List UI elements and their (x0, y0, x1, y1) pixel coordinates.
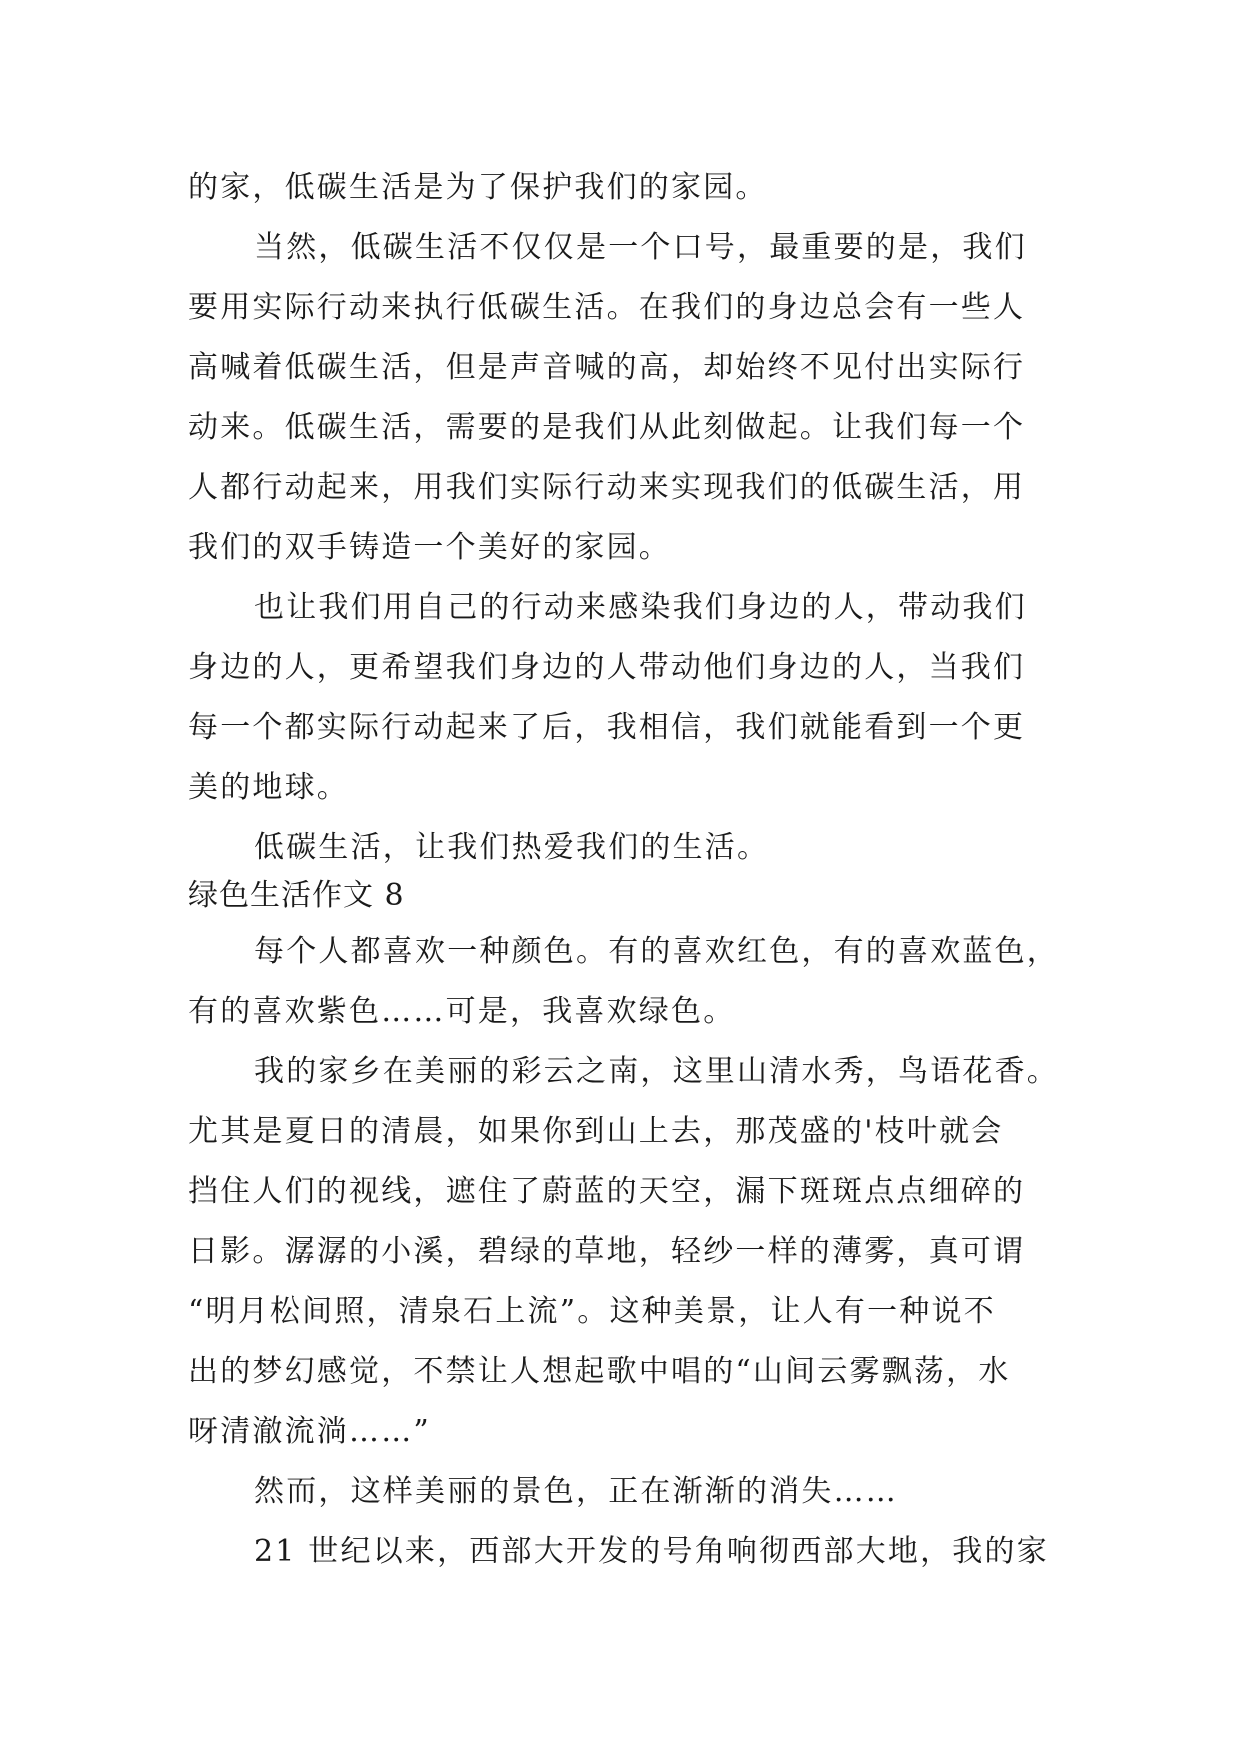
text-line: 低碳生活，让我们热爱我们的生活。 (254, 830, 770, 865)
text-line: 出的梦幻感觉，不禁让人想起歌中唱的“山间云雾飘荡，水 (188, 1354, 1011, 1389)
text-line: 高喊着低碳生活，但是声音喊的高，却始终不见付出实际行 (188, 350, 1026, 385)
text-line: 的家，低碳生活是为了保护我们的家园。 (188, 170, 768, 205)
text-line: 日影。潺潺的小溪，碧绿的草地，轻纱一样的薄雾，真可谓 (188, 1234, 1026, 1269)
text-line: 美的地球。 (188, 770, 349, 805)
text-line: 身边的人，更希望我们身边的人带动他们身边的人，当我们 (188, 650, 1026, 685)
paragraph (188, 218, 1056, 578)
text-line: 要用实际行动来执行低碳生活。在我们的身边总会有一些人 (188, 290, 1026, 325)
text-line: “明月松间照，清泉石上流”。这种美景，让人有一种说不 (188, 1294, 996, 1329)
section-heading: 绿色生活作文 8 (188, 878, 405, 913)
paragraph (188, 922, 1059, 1042)
paragraph (188, 818, 1056, 878)
text-line: 也让我们用自己的行动来感染我们身边的人，带动我们 (254, 590, 1027, 625)
text-line: 尤其是夏日的清晨，如果你到山上去，那茂盛的'枝叶就会 (188, 1114, 1004, 1149)
text-line: 挡住人们的视线，遮住了蔚蓝的天空，漏下斑斑点点细碎的 (188, 1174, 1026, 1209)
paragraph (188, 1522, 1056, 1582)
text-line: 然而，这样美丽的景色，正在渐渐的消失…… (254, 1474, 898, 1509)
text-line: 有的喜欢紫色……可是，我喜欢绿色。 (188, 994, 736, 1029)
paragraph (188, 158, 1056, 218)
paragraph (188, 578, 1056, 818)
text-line: 每一个都实际行动起来了后，我相信，我们就能看到一个更 (188, 710, 1026, 745)
text-line: 我们的双手铸造一个美好的家园。 (188, 530, 671, 565)
text-line: 每个人都喜欢一种颜色。有的喜欢红色，有的喜欢蓝色， (254, 934, 1059, 969)
text-line: 21 世纪以来，西部大开发的号角响彻西部大地，我的家 (254, 1534, 1049, 1569)
text-line: 我的家乡在美丽的彩云之南，这里山清水秀，鸟语花香。 (254, 1054, 1059, 1089)
document-page (188, 158, 1059, 1582)
text-line: 呀清澈流淌……” (188, 1414, 431, 1449)
text-line: 当然，低碳生活不仅仅是一个口号，最重要的是，我们 (254, 230, 1027, 265)
paragraph (188, 1042, 1059, 1462)
text-line: 动来。低碳生活，需要的是我们从此刻做起。让我们每一个 (188, 410, 1026, 445)
paragraph (188, 1462, 1056, 1522)
text-line: 人都行动起来，用我们实际行动来实现我们的低碳生活，用 (188, 470, 1026, 505)
